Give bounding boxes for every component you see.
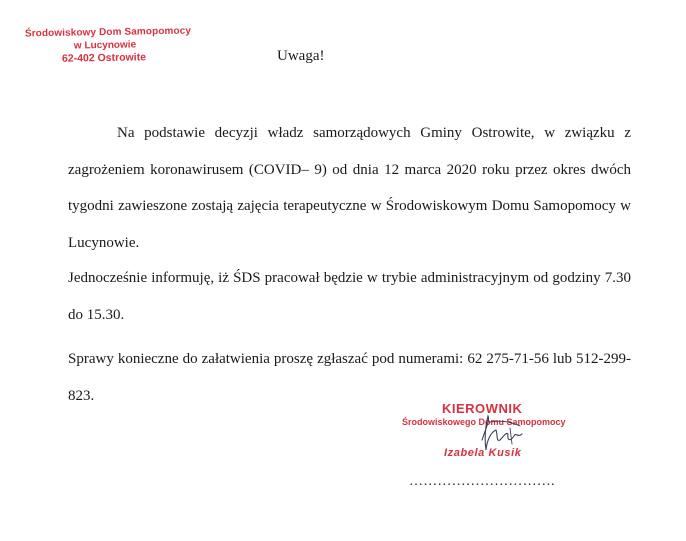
stamp-line-2: w Lucynowie xyxy=(73,39,137,52)
stamp-line-3: 62-402 Ostrowite xyxy=(61,51,147,65)
document-title: Uwaga! xyxy=(277,48,325,64)
signature-stamp-name: Izabela Kusik xyxy=(444,447,522,459)
paragraph-decision: Na podstawie decyzji władz samorządowych Gminy Ostrowite, w związku z zagrożeniem koronawirusem (COVID– 9) od dnia 12 marca 2020 roku przez okres dwóch tygodni zawieszone zostają zajęcia terapeutyczne w Środowiskowym Domu Samopomocy w Lucynowie. xyxy=(68,125,631,251)
institution-stamp xyxy=(18,26,198,65)
handwritten-signature xyxy=(460,410,540,458)
stamp-line-1: Środowiskowy Dom Samopomocy xyxy=(24,25,192,40)
signature-stamp-title: KIEROWNIK xyxy=(442,401,523,416)
signature-line: …………………………. xyxy=(409,474,555,489)
signature-stamp-institution: Środowiskowego Domu Samopomocy xyxy=(402,417,566,427)
paragraph-hours: Jednocześnie informuję, iż ŚDS pracował będzie w trybie administracyjnym od godziny 7.30 do 15.30. xyxy=(68,270,631,323)
signature-stamp xyxy=(400,398,580,468)
paragraph-contact: Sprawy konieczne do załatwienia proszę zgłaszać pod numerami: 62 275-71-56 lub 512-299-823. xyxy=(68,351,631,404)
